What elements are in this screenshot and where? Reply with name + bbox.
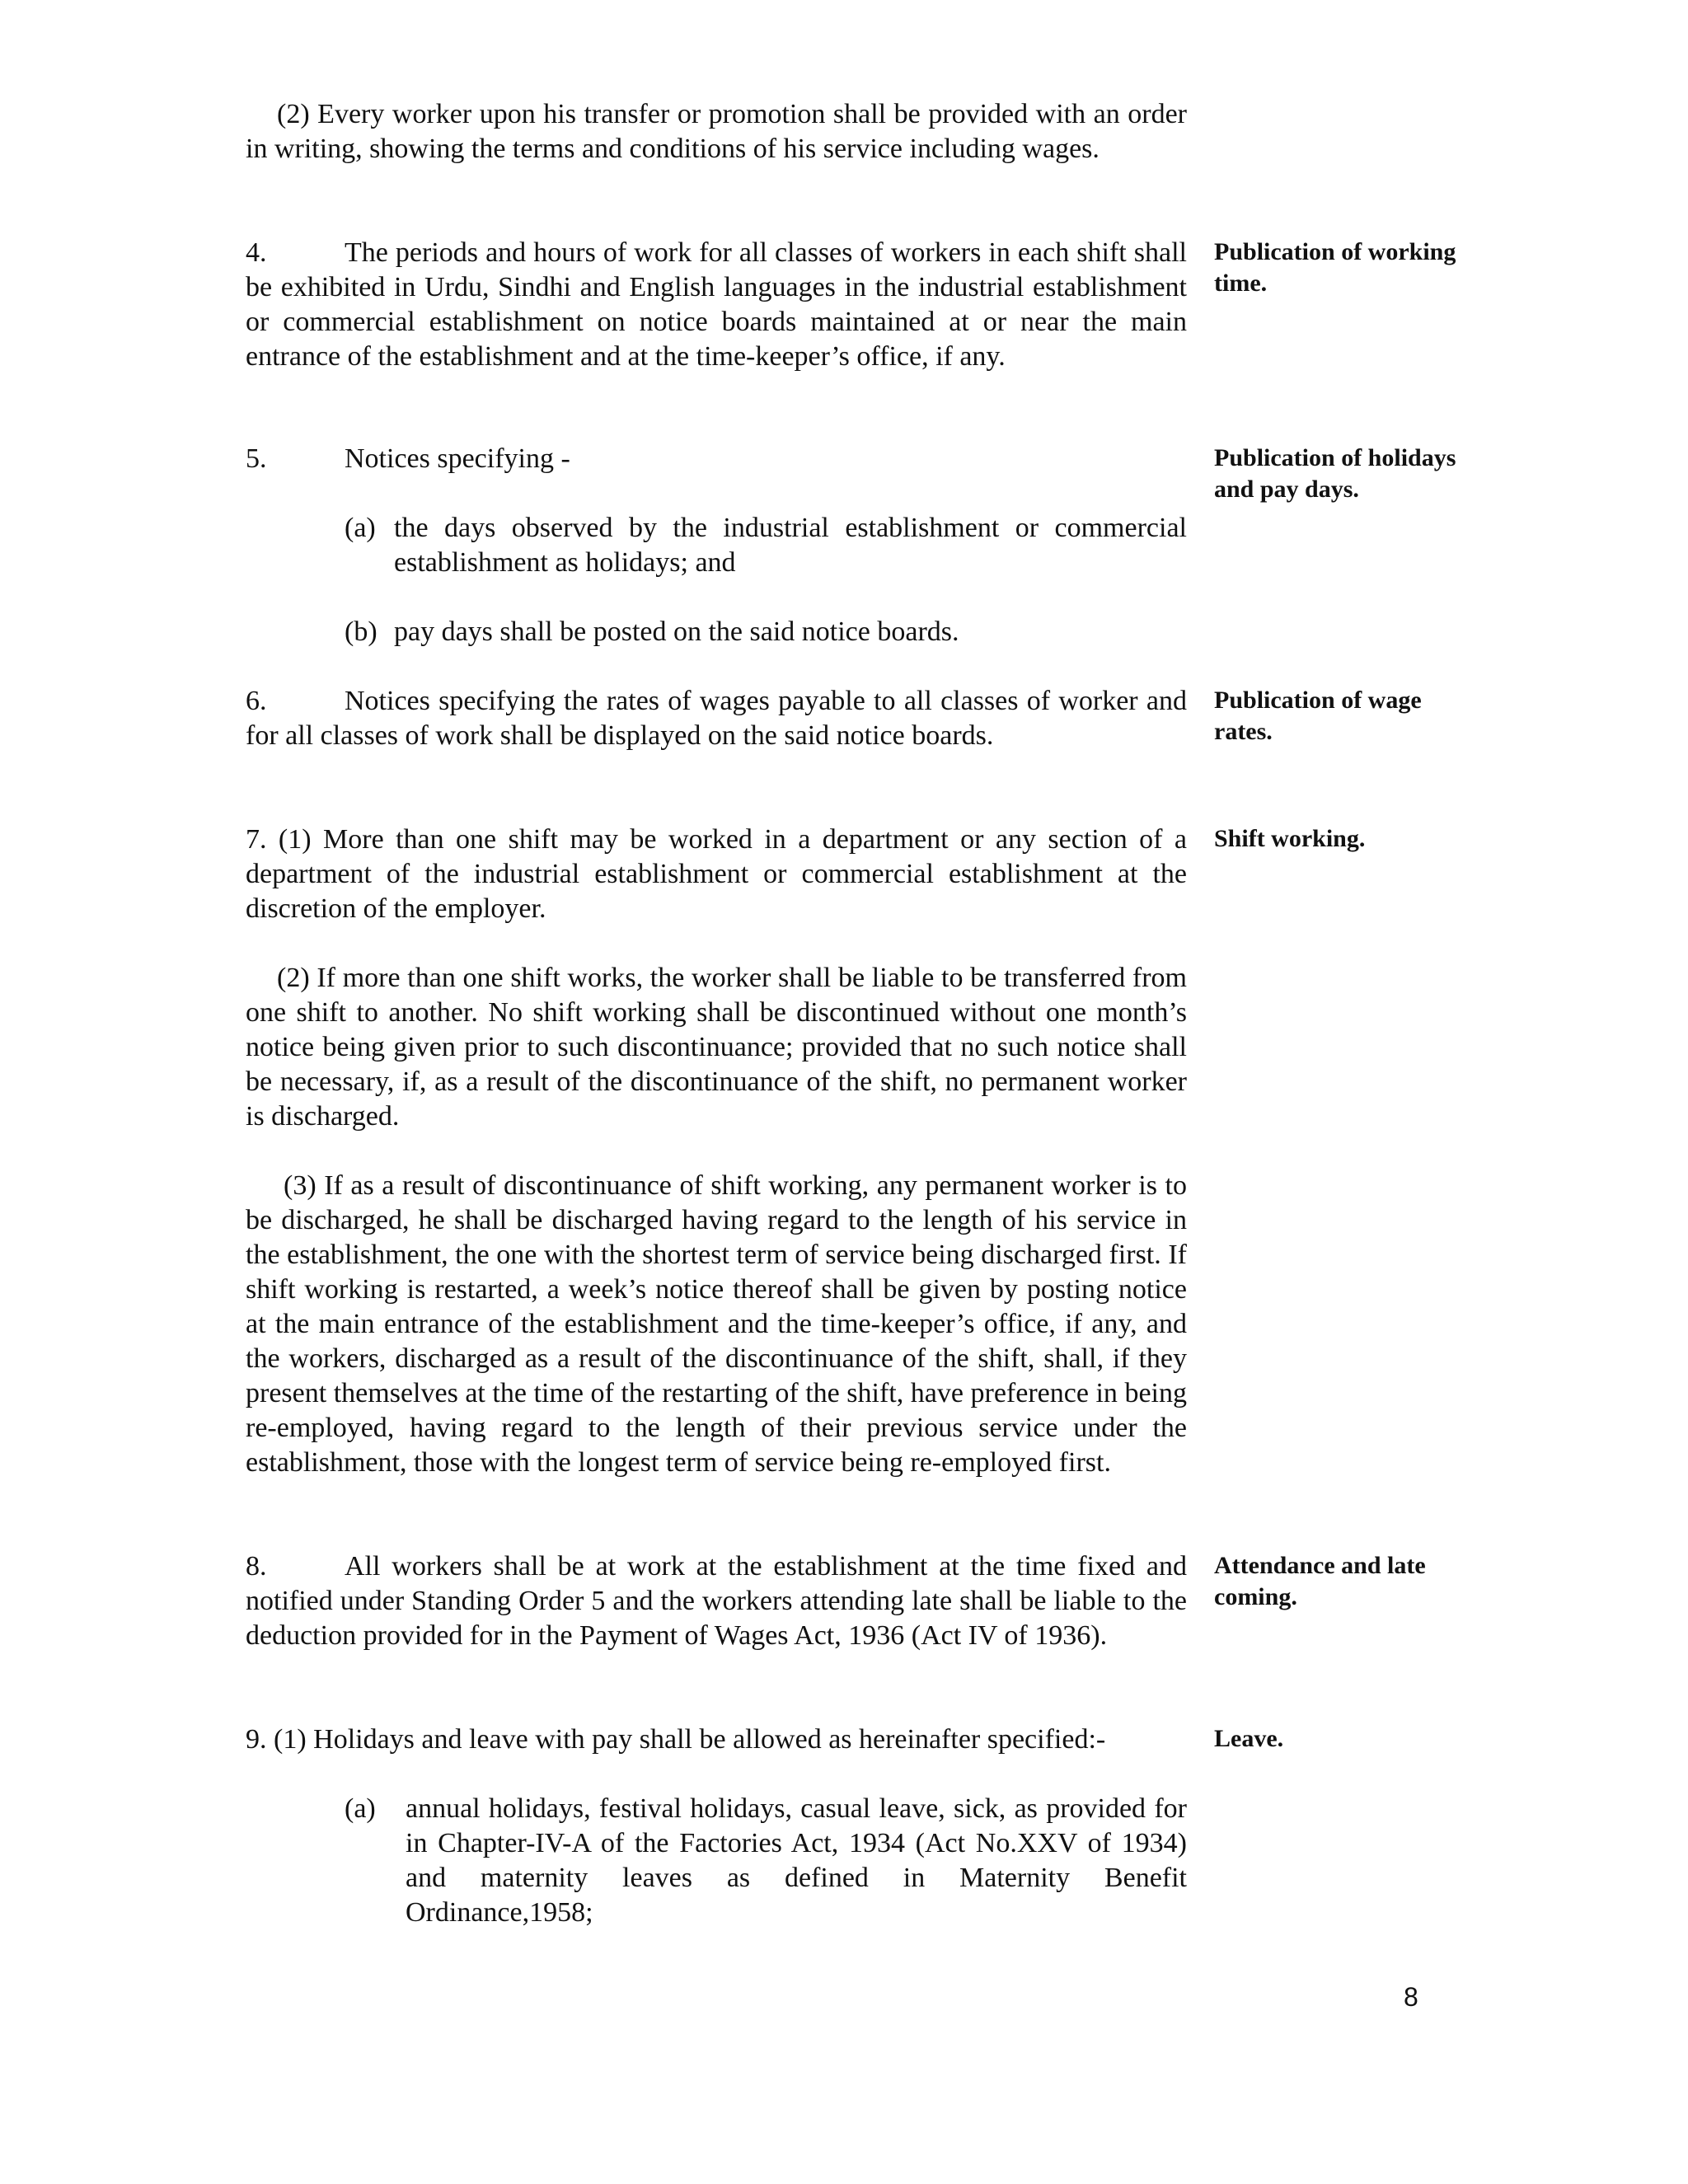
paragraph-7-3: (3) If as a result of discontinuance of shift working, any permanent worker is to be discharged, he shall be discharged having regard to the length of his service in the establishment, the one with the shortest term of service being discharged first. If shift working is restarted, a week’s notice thereof shall be given by posting notice at the main entrance of the establishment and the time-keeper’s office, if any, and the workers, discharged as a result of the discontinuance of the shift, shall, if they present themselves at the time of the restarting of the shift, have preference in being re-employed, having regard to the length of their previous service under the establishment, those with the longest term of service being re-employed first. xyxy=(246,1170,1187,1478)
paragraph-9-1: 9. (1) Holidays and leave with pay shall be allowed as hereinafter specified:- xyxy=(246,1724,1106,1755)
item-label: (a) xyxy=(345,1793,376,1824)
paragraph-5-a: (a) the days observed by the industrial establishment or commercial establishment as holidays; and xyxy=(345,513,1187,578)
item-label: (a) xyxy=(345,513,376,543)
paragraph-8: 8. All workers shall be at work at the establishment at the time fixed and notified under Standing Order 5 and the workers attending late shall be liable to the deduction provided for in the Payment of Wages Act, 1936 (Act IV of 1936). xyxy=(246,1551,1187,1651)
paragraph-3-2: (2) Every worker upon his transfer or promotion shall be provided with an order in writing, showing the terms and conditions of his service including wages. xyxy=(246,99,1187,164)
margin-note-holidays-pay-days: Publication of holidays and pay days. xyxy=(1214,444,1456,503)
margin-note-attendance: Attendance and late coming. xyxy=(1214,1552,1426,1610)
paragraph-6: 6. Notices specifying the rates of wages payable to all classes of worker and for all classes of work shall be displayed on the said notice boards. xyxy=(246,686,1187,751)
paragraph-5: 5. Notices specifying - xyxy=(246,442,1187,476)
paragraph-number: 6. xyxy=(246,686,267,716)
paragraph-7-1: 7. (1) More than one shift may be worked in a department or any section of a department of the industrial establishment or commercial establishment at the discretion of the employer. xyxy=(246,824,1187,924)
paragraph-5-b: (b) pay days shall be posted on the said notice boards. xyxy=(345,615,1187,649)
margin-note-shift-working: Shift working. xyxy=(1214,825,1366,852)
paragraph-number: 4. xyxy=(246,237,267,268)
margin-note-working-time: Publication of working time. xyxy=(1214,238,1456,297)
margin-note-wage-rates: Publication of wage rates. xyxy=(1214,687,1422,745)
paragraph-9-1-a: (a) annual holidays, festival holidays, casual leave, sick, as provided for in Chapter-IV-A of the Factories Act, 1934 (Act No.XXV of 1934) and maternity leaves as defined in Maternity Benefit Ordinance,1958; xyxy=(345,1793,1187,1928)
paragraph-number: 8. xyxy=(246,1551,267,1582)
item-label: (b) xyxy=(345,616,377,647)
paragraph-7-2: (2) If more than one shift works, the worker shall be liable to be transferred from one shift to another. No shift working shall be discontinued without one month’s notice being given prior to such discontinuance; provided that no such notice shall be necessary, if, as a result of the discontinuance of the shift, no permanent worker is discharged. xyxy=(246,963,1187,1132)
paragraph-number: 5. xyxy=(246,443,267,474)
page-number: 8 xyxy=(1404,1982,1418,2012)
paragraph-4: 4. The periods and hours of work for all classes of workers in each shift shall be exhibited in Urdu, Sindhi and English languages in the industrial establishment or commercial establishment on notice boards maintained at or near the main entrance of the establishment and at the time-keeper’s office, if any. xyxy=(246,237,1187,372)
margin-note-leave: Leave. xyxy=(1214,1725,1284,1752)
